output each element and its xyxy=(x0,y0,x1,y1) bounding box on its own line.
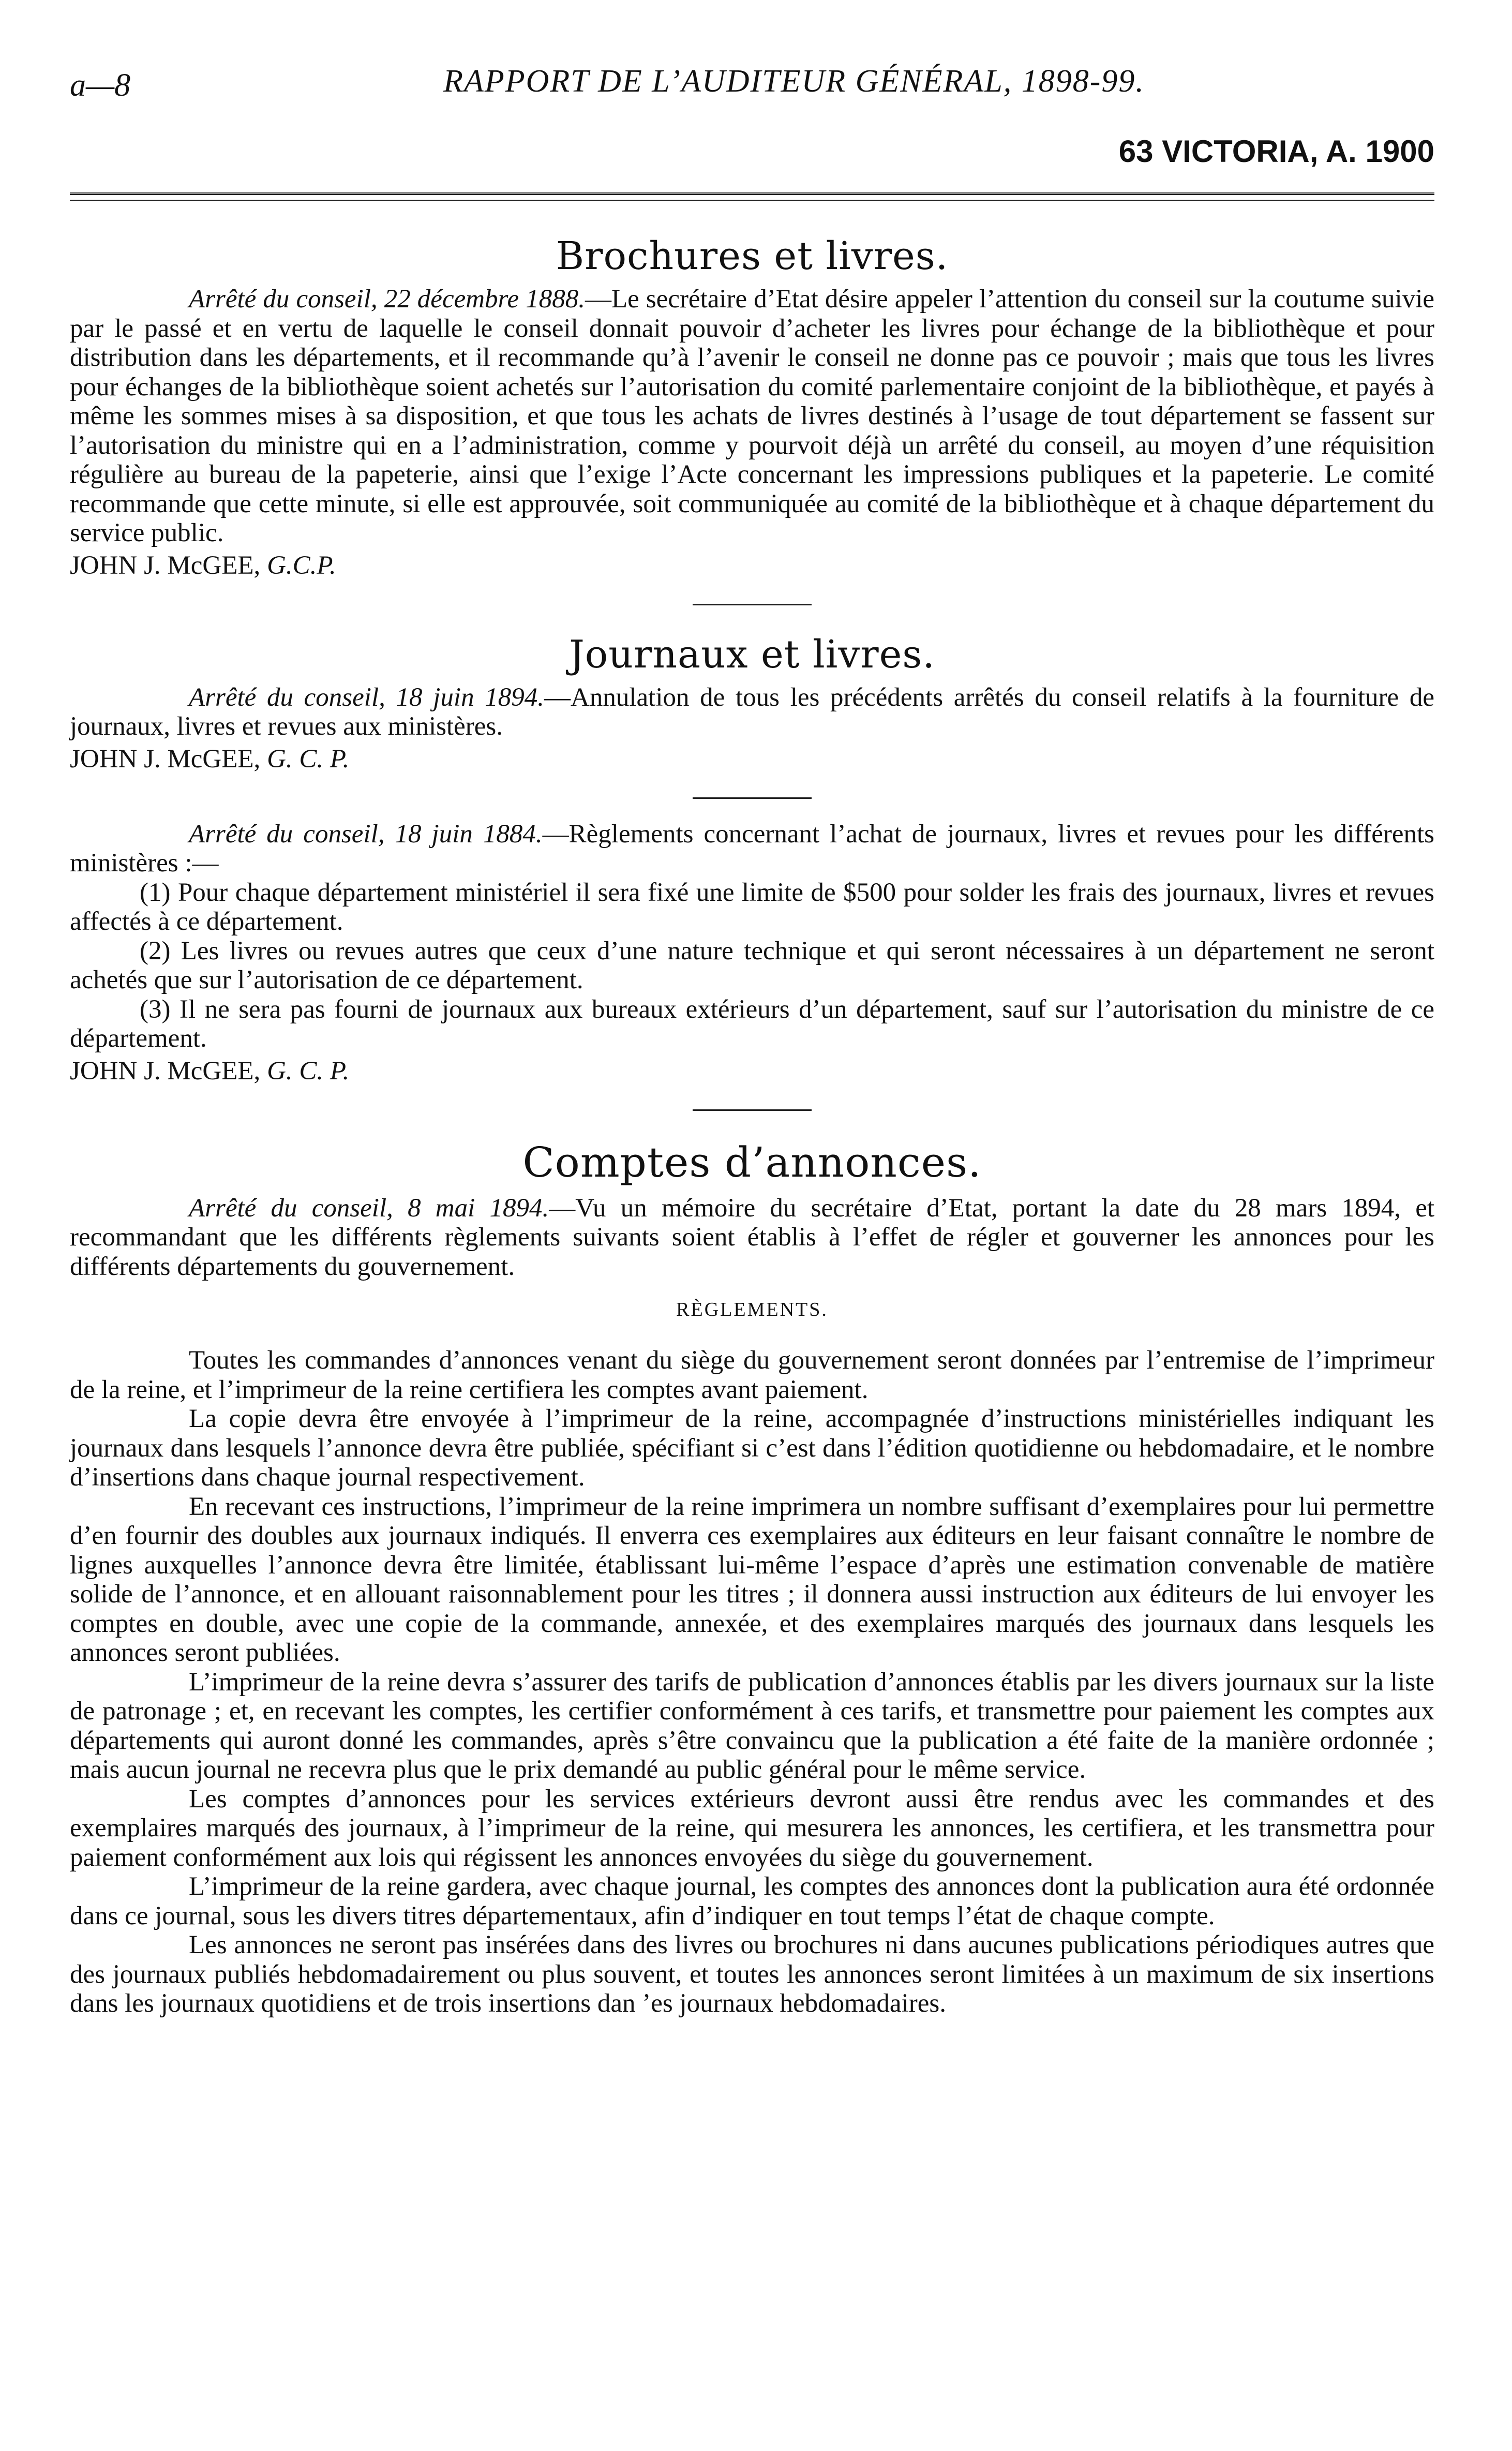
paragraph: Les annonces ne seront pas insérées dans des livres ou brochures ni dans aucunes publications périodiques autres que des journaux publiés hebdomadairement ou plus souvent, et toutes les annonces seront limitées à un maximum de six insertions dans les journaux quotidiens et de trois insertions dan ’es journaux hebdomadaires. xyxy=(70,1930,1434,2018)
list-item: (1) Pour chaque département ministériel il sera fixé une limite de $500 pour solder les frais des journaux, livres et revues affectés à ce département. xyxy=(70,878,1434,936)
page-content xyxy=(70,228,1434,2018)
paragraph: Les comptes d’annonces pour les services extérieurs devront aussi être rendus avec les commandes et des exemplaires marqués des journaux, à l’imprimeur de la reine, qui mesurera les annonces, les certifiera, et les transmettra pour paiement conformément aux lois qui régissent les annonces envoyées du siège du gouvernement. xyxy=(70,1784,1434,1872)
heading-comptes: Comptes d’annonces. xyxy=(522,1138,982,1186)
signature xyxy=(70,741,1434,777)
paragraph-brochures xyxy=(70,285,1434,548)
section-divider xyxy=(693,797,812,799)
paragraph: En recevant ces instructions, l’imprimeur de la reine imprimera un nombre suffisant d’exemplaires pour lui permettre d’en fournir des doubles aux journaux indiqués. Il enverra ces exemplaires aux éditeurs en leur faisant connaître le nombre de lignes auxquelles l’annonce devra être limitée, établissant lui-même l’espace d’après une estimation convenable de matière solide de l’annonce, et en allouant raisonnablement pour les titres ; il donnera aussi instruction aux éditeurs de lui envoyer les comptes en double, avec une copie de la commande, annexée, et des exemplaires marqués des journaux dans lesquels les annonces seront publiées. xyxy=(70,1492,1434,1667)
signature-name: JOHN J. McGEE, xyxy=(70,1056,267,1086)
paragraph: La copie devra être envoyée à l’imprimeur de la reine, accompagnée d’instructions ministérielles indiquant les journaux dans lesquels l’annonce devra être publiée, spécifiant si c’est dans l’édition quotidienne ou hebdomadaire, et le nombre d’insertions dans chaque journal respectivement. xyxy=(70,1404,1434,1492)
list-item: (2) Les livres ou revues autres que ceux d’une nature technique et qui seront nécessaires à un département ne seront achetés que sur l’autorisation de ce département. xyxy=(70,936,1434,994)
order-date: Arrêté du conseil, 8 mai 1894. xyxy=(189,1193,549,1223)
signature-name: JOHN J. McGEE, xyxy=(70,744,267,774)
subheading-reglements: RÈGLEMENTS. xyxy=(676,1299,828,1320)
paragraph: L’imprimeur de la reine gardera, avec chaque journal, les comptes des annonces dont la publication aura été ordonnée dans ce journal, sous les divers titres départementaux, afin d’indiquer en tout temps l’état de chaque compte. xyxy=(70,1872,1434,1930)
paragraph-reglements-intro xyxy=(70,820,1434,878)
page-header xyxy=(70,0,1434,176)
paragraph-journaux xyxy=(70,683,1434,741)
heading-journaux: Journaux et livres. xyxy=(569,632,935,677)
order-body: —Le secrétaire d’Etat désire appeler l’attention du conseil sur la coutume suivie par le passé et en vertu de laquelle le conseil donnait pouvoir d’acheter les livres pour échange de la bibliothèque et pour distribution dans les départements, et il recommande qu’à l’avenir le conseil ne donne pas ce pouvoir ; mais que tous les livres pour échanges de la bibliothèque soient achetés sur l’autorisation du comité parlementaire conjoint de la bibliothèque, et payés à même les sommes mises à sa disposition, et que tous les achats de livres destinés à l’usage de tout département se fassent sur l’autorisation du ministre qui en a l’administration, comme y pourvoit déjà un arrêté du conseil, au moyen d’une réquisition régulière au bureau de la papeterie, ainsi que l’exige l’Acte concernant les impressions publiques et la papeterie. Le comité recommande que cette minute, si elle est approuvée, soit communiquée au comité de la bibliothèque et à chaque département du service public. xyxy=(70,285,1435,547)
running-title: RAPPORT DE L’AUDITEUR GÉNÉRAL, 1898-99. xyxy=(443,64,1145,99)
page-number: a—8 xyxy=(70,68,131,103)
signature-title: G.C.P. xyxy=(267,551,336,580)
order-date: Arrêté du conseil, 22 décembre 1888. xyxy=(189,285,585,314)
order-body: —Vu un mémoire du secrétaire d’Etat, portant la date du 28 mars 1894, et recommandant que les différents règlements suivants soient établis à l’effet de régler et gouverner les annonces pour les différents départements du gouvernement. xyxy=(70,1193,1435,1281)
signature-title: G. C. P. xyxy=(267,1056,350,1086)
signature-title: G. C. P. xyxy=(267,744,350,774)
header-rule xyxy=(70,192,1434,201)
order-body: —Règlements concernant l’achat de journaux, livres et revues pour les différents ministères :— xyxy=(70,819,1434,878)
signature xyxy=(70,548,1434,583)
section-divider xyxy=(693,1109,812,1111)
paragraph: L’imprimeur de la reine devra s’assurer des tarifs de publication d’annonces établis par les divers journaux sur la liste de patronage ; et, en recevant les comptes, les certifier conformément à ces tarifs, et transmettre pour paiement les comptes aux départements qui auront donné les commandes, après s’être convaincu que la publication a été faite de la manière ordonnée ; mais aucun journal ne recevra plus que le prix demandé au public général pour le même service. xyxy=(70,1667,1434,1784)
heading-brochures: Brochures et livres. xyxy=(556,234,949,278)
session-label: 63 VICTORIA, A. 1900 xyxy=(1118,134,1434,169)
paragraph: Toutes les commandes d’annonces venant du siège du gouvernement seront données par l’entremise de l’imprimeur de la reine, et l’imprimeur de la reine certifiera les comptes avant paiement. xyxy=(70,1346,1434,1404)
section-divider xyxy=(693,604,812,605)
signature xyxy=(70,1053,1434,1089)
paragraph-comptes-intro xyxy=(70,1194,1434,1282)
order-date: Arrêté du conseil, 18 juin 1884. xyxy=(189,819,543,849)
order-date: Arrêté du conseil, 18 juin 1894. xyxy=(189,682,545,712)
signature-name: JOHN J. McGEE, xyxy=(70,551,267,580)
list-item: (3) Il ne sera pas fourni de journaux aux bureaux extérieurs d’un département, sauf sur l’autorisation du ministre de ce département. xyxy=(70,994,1434,1053)
order-body: —Annulation de tous les précédents arrêtés du conseil relatifs à la fourniture de journaux, livres et revues aux ministères. xyxy=(70,682,1434,741)
